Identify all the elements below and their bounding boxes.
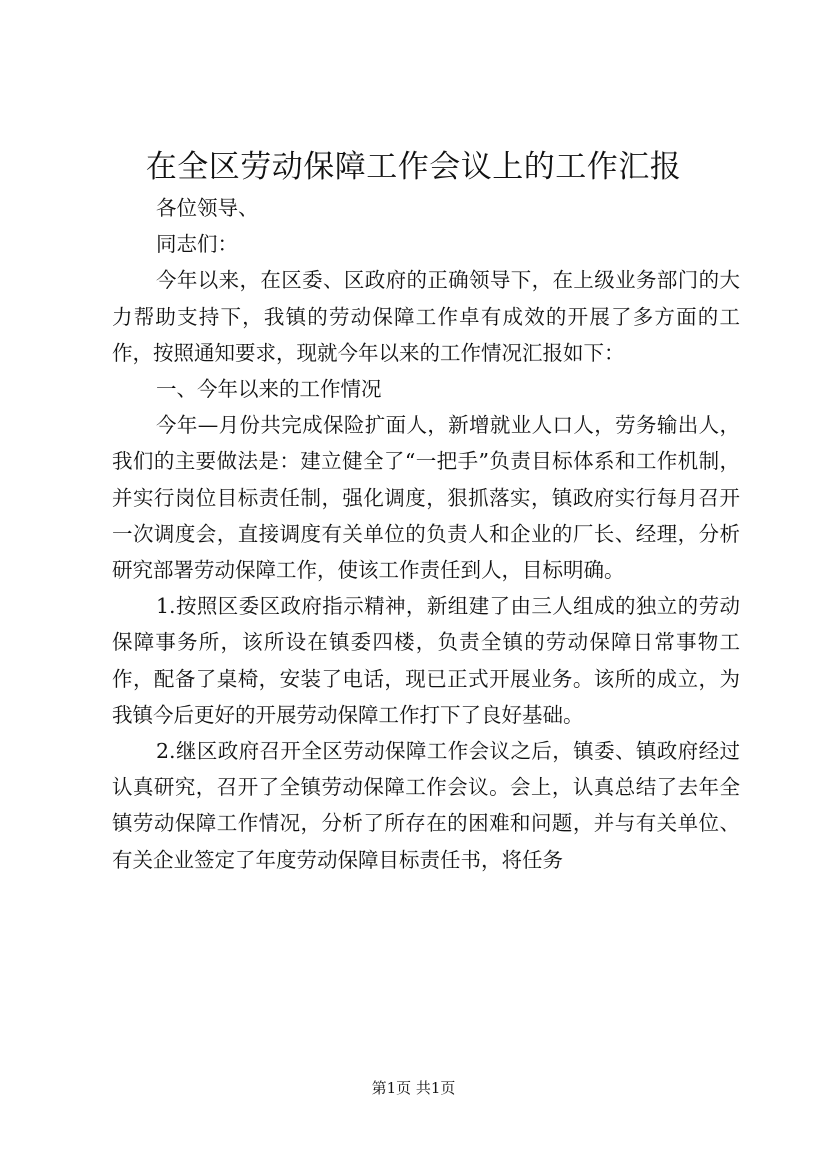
document-title: 在全区劳动保障工作会议上的工作汇报 [145, 149, 682, 185]
greeting-line-2: 同志们： [156, 232, 238, 257]
page-footer: 第1页 共1页 [371, 1079, 456, 1097]
greeting-line-1: 各位领导、 [156, 196, 259, 220]
paragraph-overview: 今年—月份共完成保险扩面人，新增就业人口人，劳务输出人，我们的主要做法是：建立健全了“一把手”负责目标体系和工作机制，并实行岗位目标责任制，强化调度，狠抓落实，镇政府实行每月召开一次调度会，直接调度有关单位的负责人和企业的厂长、经理，分析研究部署劳动保障工作，使该工作责任到人，目标明确。 [112, 413, 740, 583]
section-heading: 一、今年以来的工作情况 [156, 377, 382, 402]
paragraph-intro: 今年以来，在区委、区政府的正确领导下，在上级业务部门的大力帮助支持下，我镇的劳动保障工作卓有成效的开展了多方面的工作，按照通知要求，现就今年以来的工作情况汇报如下： [112, 268, 740, 365]
paragraph-item-2: 2.继区政府召开全区劳动保障工作会议之后，镇委、镇政府经过认真研究，召开了全镇劳动保障工作会议。会上，认真总结了去年全镇劳动保障工作情况，分析了所存在的困难和问题，并与有关单位、有关企业签定了年度劳动保障目标责任书，将任务 [112, 739, 740, 872]
document-body [112, 190, 740, 878]
paragraph-item-1: 1.按照区委区政府指示精神，新组建了由三人组成的独立的劳动保障事务所，该所设在镇委四楼，负责全镇的劳动保障日常事物工作，配备了桌椅，安装了电话，现已正式开展业务。该所的成立，为我镇今后更好的开展劳动保障工作打下了良好基础。 [112, 594, 740, 727]
